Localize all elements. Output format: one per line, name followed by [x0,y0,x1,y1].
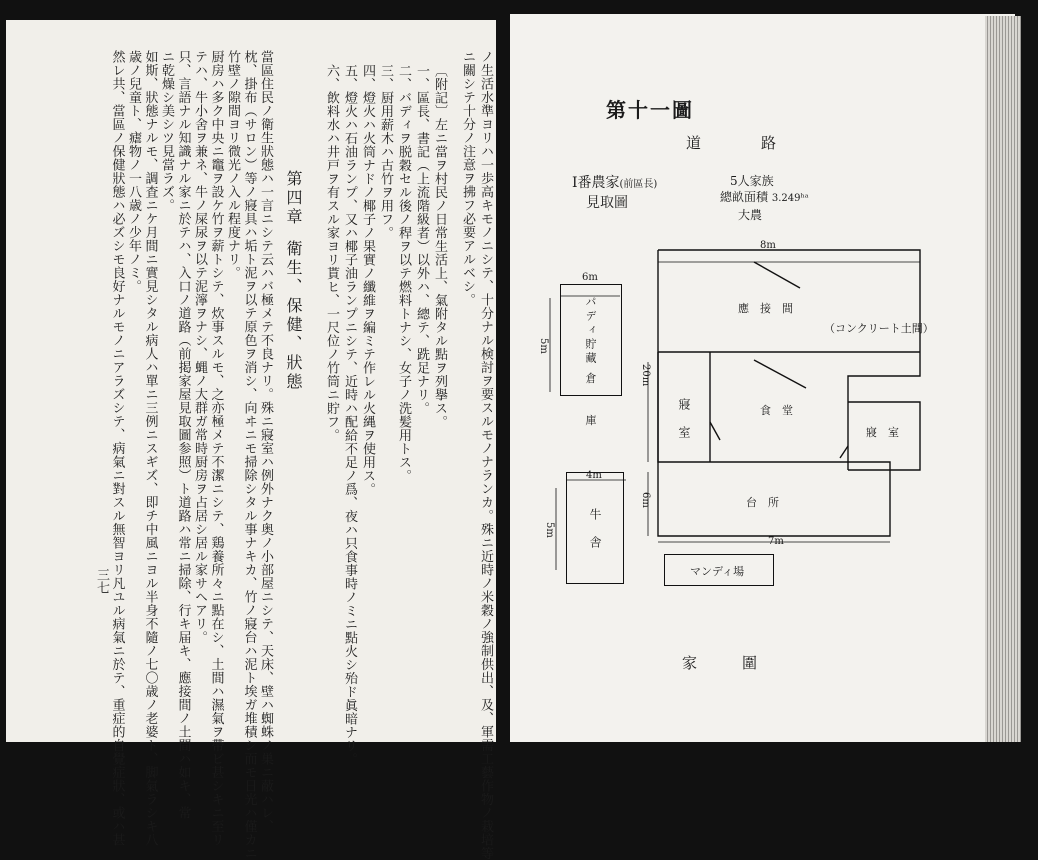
text-column: 六、飲料水ハ井戸ヲ有スル家ヨリ貰ヒ、一尺位ノ竹筒ニ貯フ。 [324,64,339,442]
house-line1-note: (前區長) [619,179,658,190]
text-column: 然レ共、當區ノ保健狀態ハ必ズシモ良好ナルモノニアラズシテ、病氣ニ對スル無智ヨリ凡ユル病氣ニ於テ、重症的自覺症狀、或ハ甚 [109,50,125,847]
figure-title: 第十一圖 [606,98,694,122]
text-column: ニ乾燥シ美シツ見當ラズ。 [159,50,174,212]
dim-granary-height: 5m [538,338,549,354]
dim-cowshed-width: 4m [586,470,602,481]
house-line2: 見取圖 [586,195,628,211]
total-area-label: 總畝面積 [720,190,769,204]
text-column: ノ生活水準ヨリハ一歩高キモノニシテ、十分ナル検討ヲ要スルモノナランカ。殊ニ近時ノ米穀ノ強制供出、及、軍需工藝作物ノ栽培等 [478,50,493,860]
dim-kitchen-height: 6m [640,492,651,508]
text-column: 五、燈火ハ石油ランプ、又ハ椰子油ランプニシテ、近時ハ配給不足ノ爲、夜ハ只食事時ノミニ點火シ殆ド眞暗ナリ。 [342,64,357,766]
page-number: 三七 [94,568,109,594]
dining-room-label: 食 堂 [760,404,793,417]
text-column: 枕、掛布（サロン）等ノ寢具ハ垢ト泥ヲ以テ原色ヲ消シ、向ヰニモ掃除シタル事ナキカ、竹ノ寢台ハ泥ト埃ガ堆積シ而モ日光ハ僅カニ [241,50,257,860]
total-area-value: 3.249ʰᵃ [771,193,809,204]
cowshed-label: 牛 舎 [588,508,602,554]
text-column: 二、バディヲ脱穀セル後ノ稈ヲ以テ燃料トナシ、女子ノ洗髪用トス。 [396,64,411,483]
right-page [510,14,1015,742]
text-column: 當區住民ノ衛生狀態ハ一言ニシテ云ハバ極メテ不良ナリ。殊ニ寢室ハ例外ナク奥ノ小部屋ニシテ、天床、壁ハ蜘蛛ノ巣ニ蔽ハレ、 [258,50,273,833]
kitchen-label: 台 所 [746,496,779,509]
page-edge [985,16,1021,742]
bedroom-right-label: 寢 室 [866,426,899,439]
dim-kitchen-width: 7m [768,536,784,547]
text-column: 四、燈火ハ火筒ナドノ椰子ノ果實ノ纖維ヲ編ミテ作レル火縄ヲ使用ス。 [360,64,375,496]
concrete-floor-label: （コンクリート土間） [824,322,934,335]
text-column: 如斯、狀態ナルモ、調査ニケ月間ニ實見シタル病人ハ單ニ三例ニスギズ、即チ中風ニヨル半身不隨ノ七〇歳ノ老婆ト、脚氣ラシキ八 [142,50,158,847]
farm-class: 大農 [738,208,763,222]
granary-label: パディ貯藏 倉 庫 [584,296,597,429]
house-line1-text: Ⅰ番農家 [572,175,620,191]
dim-cowshed-height: 5m [544,522,555,538]
text-column: 厨房ハ多ク中央ニ竈ヲ設ケ竹ヲ薪トシテ、炊事スルモ、之亦極メテ不潔ニシテ、鶏養所々ニ點在シ、土間ハ濕氣ヲ帶ビ甚シキニ至リ [208,50,224,847]
dim-top-width: 8m [760,240,776,251]
text-column: 竹壁ノ隙間ヨリ微光ノ入ル程度ナリ。 [225,50,240,280]
left-page [6,20,496,860]
chapter-title: 衛生、保健、狀態 [284,240,303,392]
text-column: 只、言語ナル知識ナル家ニ於テハ、入口ノ道路（前掲家屋見取圖参照）ト道路ハ常ニ掃除、行キ届キ、應接間ノ土間ハ如キ、常 [175,50,191,820]
dim-granary-width: 6m [582,272,598,283]
road-label: 道 路 [686,134,777,152]
text-column: ニ關シテ十分ノ注意ヲ拂フ必要アルベシ。 [460,50,475,307]
well-label: マンディ場 [690,565,745,578]
text-column: 一、區長、書記（上流階級者）以外ハ、總テ、跣足ナリ。 [414,64,429,415]
text-column: 〔附記〕左ニ當ヲ村民ノ日常生活上、氣附タル點ヲ列擧ス。 [432,64,447,429]
dim-main-height: 20m [640,364,651,387]
bedroom-left-label: 寢 室 [677,398,691,444]
fence-label: 家 圍 [682,654,758,672]
family-size: 5人家族 [730,174,774,188]
reception-room-label: 應 接 間 [738,302,793,315]
chapter-number: 第四章 [284,170,303,227]
text-column: 歳ノ兒童ト、瘧物ノ一八歳ノ少年ノミ。 [126,50,141,293]
text-column: テハ、牛小舍ヲ兼ネ、牛ノ屎尿ヲ以テ泥濘ヲナシ、蝿ノ大群ガ常時厨房ヲ占居シ居ル家サヘアリ。 [192,50,207,644]
text-column: 三、厨用薪木ハ古竹ヲ用フ。 [378,64,393,240]
